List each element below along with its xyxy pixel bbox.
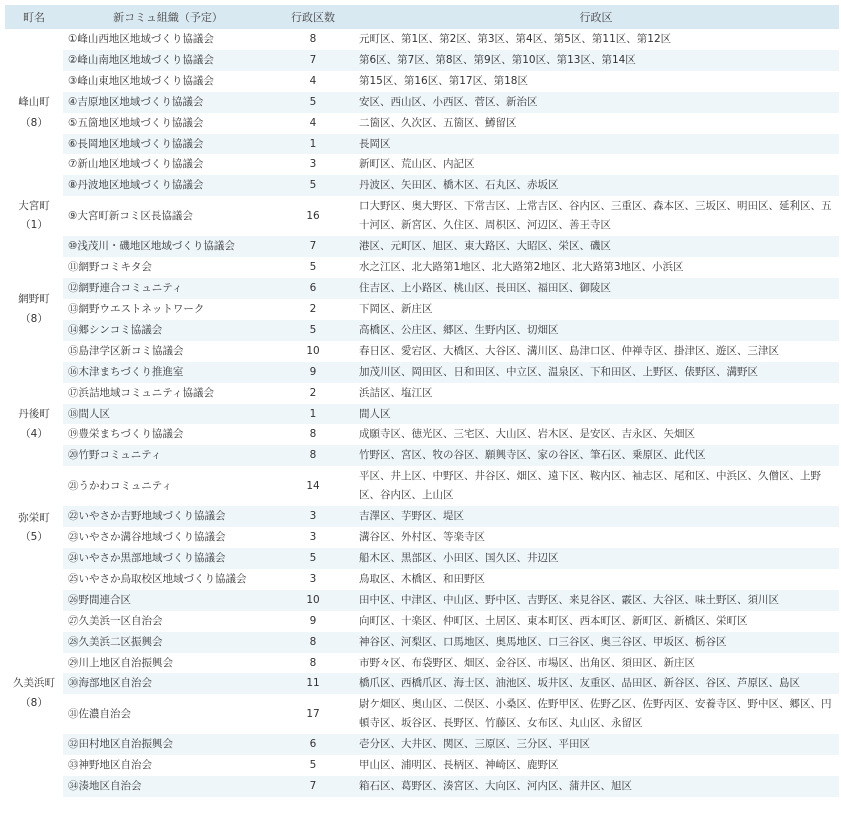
table-row (5, 50, 839, 71)
table-row (5, 569, 839, 590)
count-cell: 9 (309, 614, 317, 627)
count-cell: 3 (273, 506, 353, 527)
districts-cell: 鳥取区、木橋区、和田野区 (359, 572, 485, 585)
town-count: （4） (20, 428, 48, 441)
org-cell: ⑱間人区 (63, 404, 273, 425)
count-cell: 17 (306, 707, 320, 720)
org-cell: ㉙川上地区自治振興会 (68, 656, 173, 669)
org-cell: ⑭郷シンコミ協議会 (63, 320, 273, 341)
town-name: 丹後町 (18, 407, 50, 420)
org-cell: ⑮島津学区新コミ協議会 (68, 344, 184, 357)
org-cell: ㉖野間連合区 (63, 590, 273, 611)
districts-cell: 甲山区、浦明区、長柄区、神崎区、鹿野区 (359, 759, 559, 772)
org-cell: ㉛佐濃自治会 (68, 707, 131, 720)
org-cell: ⑪網野コミキタ会 (68, 261, 152, 274)
count-cell: 16 (306, 209, 320, 222)
table-row (5, 383, 839, 404)
org-cell: ⑧丹波地区地域づくり協議会 (63, 175, 273, 196)
header-org: 新コミュ組織（予定） (63, 5, 273, 29)
org-cell: ㉞湊地区自治会 (63, 776, 273, 797)
table-row (5, 71, 839, 92)
count-cell: 6 (273, 734, 353, 755)
table-row (5, 527, 839, 548)
header-count: 行政区数 (273, 5, 353, 29)
town-count: （8） (20, 116, 48, 129)
table-row (5, 673, 839, 694)
districts-cell: 尉ケ畑区、奥山区、二俣区、小桑区、佐野甲区、佐野乙区、佐野丙区、安養寺区、野中区、郷区、円頓寺区、坂谷区、長野区、竹藤区、女布区、丸山区、永留区 (359, 698, 832, 730)
districts-cell: 二箇区、久次区、五箇区、鱒留区 (359, 116, 517, 129)
org-cell: ②峰山南地区地域づくり協議会 (63, 50, 273, 71)
count-cell: 14 (306, 479, 320, 492)
table-row (5, 362, 839, 383)
org-cell: ㉗久美浜一区自治会 (68, 614, 163, 627)
table-row (5, 694, 839, 734)
table-row (5, 134, 839, 155)
count-cell: 3 (309, 158, 317, 171)
table-body (5, 29, 839, 797)
districts-cell: 田中区、中津区、中山区、野中区、吉野区、来見谷区、霰区、大谷区、味土野区、須川区 (353, 590, 839, 611)
districts-cell: 第6区、第7区、第8区、第9区、第10区、第13区、第14区 (353, 50, 839, 71)
town-cell (5, 590, 63, 797)
org-cell: ⑦新山地区地域づくり協議会 (68, 158, 204, 171)
districts-cell: 丹波区、矢田区、橋木区、石丸区、赤坂区 (353, 175, 839, 196)
table-row (5, 734, 839, 755)
org-cell: ⑥長岡地区地域づくり協議会 (63, 134, 273, 155)
table-row (5, 154, 839, 175)
districts-cell: 下岡区、新庄区 (359, 302, 433, 315)
count-cell: 8 (273, 445, 353, 466)
org-cell: ⑯木津まちづくり推進室 (63, 362, 273, 383)
count-cell: 1 (273, 134, 353, 155)
districts-cell: 船木区、黒部区、小田区、国久区、井辺区 (353, 548, 839, 569)
districts-cell: 神谷区、河梨区、口馬地区、奥馬地区、口三谷区、奥三谷区、甲坂区、栃谷区 (353, 632, 839, 653)
org-cell: ⑫網野連合コミュニティ (63, 278, 273, 299)
org-cell: ③峰山東地区地域づくり協議会 (68, 74, 214, 87)
count-cell: 5 (309, 261, 317, 274)
org-cell: ⑰浜詰地域コミュニティ協議会 (68, 386, 214, 399)
count-cell: 8 (309, 656, 317, 669)
districts-cell: 溝谷区、外村区、等楽寺区 (359, 531, 485, 544)
count-cell: 9 (273, 362, 353, 383)
table-row (5, 755, 839, 776)
count-cell: 5 (309, 759, 317, 772)
table-row (5, 92, 839, 113)
count-cell: 11 (273, 673, 353, 694)
table-row (5, 196, 839, 236)
districts-cell: 市野々区、布袋野区、畑区、金谷区、市場区、出角区、須田区、新庄区 (359, 656, 695, 669)
town-count: （8） (20, 697, 48, 710)
table-row (5, 341, 839, 362)
districts-cell: 口大野区、奥大野区、下常吉区、上常吉区、谷内区、三重区、森本区、三坂区、明田区、延利区、五十河区、新宮区、久住区、周枳区、河辺区、善王寺区 (359, 200, 832, 232)
org-cell: ⑳竹野コミュニティ (63, 445, 273, 466)
org-cell: ⑨大宮町新コミ区長協議会 (68, 209, 193, 222)
count-cell: 6 (273, 278, 353, 299)
count-cell: 10 (306, 344, 320, 357)
org-cell: ⑩浅茂川・磯地区地域づくり協議会 (63, 236, 273, 257)
town-cell (5, 466, 63, 590)
town-name: 網野町 (18, 292, 50, 305)
org-cell: ⑬網野ウエストネットワーク (68, 302, 205, 315)
count-cell: 1 (273, 404, 353, 425)
org-cell: ㉘久美浜二区振興会 (63, 632, 273, 653)
districts-cell: 高橋区、公庄区、郷区、生野内区、切畑区 (353, 320, 839, 341)
table-row (5, 548, 839, 569)
count-cell: 8 (309, 428, 317, 441)
count-cell: 2 (309, 302, 317, 315)
table-row (5, 29, 839, 50)
table-row (5, 257, 839, 278)
count-cell: 3 (309, 531, 317, 544)
header-row (5, 5, 839, 29)
town-cell (5, 29, 63, 196)
table-row (5, 113, 839, 134)
org-cell: ④吉原地区地域づくり協議会 (63, 92, 273, 113)
org-cell: ㉜田村地区自治振興会 (63, 734, 273, 755)
count-cell: 4 (309, 116, 317, 129)
districts-cell: 安区、西山区、小西区、菅区、新治区 (353, 92, 839, 113)
table-row (5, 175, 839, 196)
districts-cell: 吉澤区、芋野区、堤区 (353, 506, 839, 527)
town-name: 久美浜町 (13, 676, 55, 689)
header-town: 町名 (5, 5, 63, 29)
town-count: （5） (20, 531, 48, 544)
org-cell: ⑲豊栄まちづくり協議会 (68, 428, 184, 441)
town-count: （8） (20, 313, 48, 326)
count-cell: 5 (273, 92, 353, 113)
org-cell: ⑤五箇地区地域づくり協議会 (68, 116, 204, 129)
table-row (5, 776, 839, 797)
districts-cell: 壱分区、大井区、関区、三原区、三分区、平田区 (353, 734, 839, 755)
town-name: 弥栄町 (18, 512, 50, 525)
districts-cell: 成願寺区、徳光区、三宅区、大山区、岩木区、是安区、吉永区、矢畑区 (359, 428, 695, 441)
count-cell: 8 (309, 33, 317, 45)
org-cell: ①峰山西地区地域づくり協議会 (68, 33, 214, 45)
org-cell: ㉕いやさか鳥取校区地域づくり協議会 (68, 572, 247, 585)
table-row (5, 404, 839, 425)
districts-cell: 港区、元町区、旭区、東大路区、大昭区、栄区、磯区 (353, 236, 839, 257)
table-row (5, 611, 839, 632)
table-row (5, 278, 839, 299)
count-cell: 2 (309, 386, 317, 399)
count-cell: 5 (273, 175, 353, 196)
org-cell: ㉝神野地区自治会 (68, 759, 152, 772)
count-cell: 5 (273, 320, 353, 341)
districts-cell: 向町区、十楽区、仲町区、土居区、東本町区、西本町区、新町区、新橋区、栄町区 (359, 614, 748, 627)
districts-cell: 元町区、第1区、第2区、第3区、第4区、第5区、第11区、第12区 (359, 33, 672, 45)
districts-cell: 長岡区 (353, 134, 839, 155)
community-table (5, 5, 839, 797)
town-cell (5, 196, 63, 236)
table-row (5, 320, 839, 341)
districts-cell: 浜詰区、塩江区 (359, 386, 433, 399)
count-cell: 7 (273, 50, 353, 71)
org-cell: ㉑うかわコミュニティ (68, 479, 172, 492)
districts-cell: 住吉区、上小路区、桃山区、長田区、福田区、御陵区 (353, 278, 839, 299)
town-cell (5, 236, 63, 382)
districts-cell: 水之江区、北大路第1地区、北大路第2地区、北大路第3地区、小浜区 (359, 261, 684, 274)
table-row (5, 299, 839, 320)
count-cell: 4 (309, 74, 317, 87)
count-cell: 7 (273, 776, 353, 797)
table-row (5, 466, 839, 506)
table-row (5, 236, 839, 257)
districts-cell: 平区、井上区、中野区、井谷区、畑区、遠下区、鞍内区、袖志区、尾和区、中浜区、久僧区、上野区、谷内区、上山区 (359, 470, 821, 502)
town-cell (5, 383, 63, 467)
table-row (5, 632, 839, 653)
count-cell: 5 (273, 548, 353, 569)
header-districts: 行政区 (353, 5, 839, 29)
districts-cell: 箱石区、葛野区、湊宮区、大向区、河内区、蒲井区、旭区 (353, 776, 839, 797)
districts-cell: 加茂川区、岡田区、日和田区、中立区、温泉区、下和田区、上野区、俵野区、溝野区 (353, 362, 839, 383)
town-name: 峰山町 (18, 95, 50, 108)
count-cell: 3 (309, 572, 317, 585)
table-row (5, 590, 839, 611)
table-row (5, 424, 839, 445)
count-cell: 8 (273, 632, 353, 653)
table-row (5, 445, 839, 466)
org-cell: ㉒いやさか吉野地域づくり協議会 (63, 506, 273, 527)
districts-cell: 竹野区、宮区、牧の谷区、願興寺区、家の谷区、筆石区、乗原区、此代区 (353, 445, 839, 466)
table-row (5, 506, 839, 527)
org-cell: ㉓いやさか溝谷地域づくり協議会 (68, 531, 226, 544)
org-cell: ㉔いやさか黒部地域づくり協議会 (63, 548, 273, 569)
districts-cell: 橋爪区、西橋爪区、海士区、油池区、坂井区、友重区、品田区、新谷区、谷区、芦原区、島区 (353, 673, 839, 694)
town-name: 大宮町 (18, 200, 50, 213)
districts-cell: 第15区、第16区、第17区、第18区 (359, 74, 528, 87)
districts-cell: 春日区、愛宕区、大橋区、大谷区、溝川区、島津口区、仲禅寺区、掛津区、遊区、三津区 (359, 344, 779, 357)
count-cell: 7 (273, 236, 353, 257)
town-count: （1） (20, 219, 48, 232)
districts-cell: 新町区、荒山区、内記区 (359, 158, 475, 171)
count-cell: 10 (273, 590, 353, 611)
districts-cell: 間人区 (353, 404, 839, 425)
table-row (5, 653, 839, 674)
org-cell: ㉚海部地区自治会 (63, 673, 273, 694)
